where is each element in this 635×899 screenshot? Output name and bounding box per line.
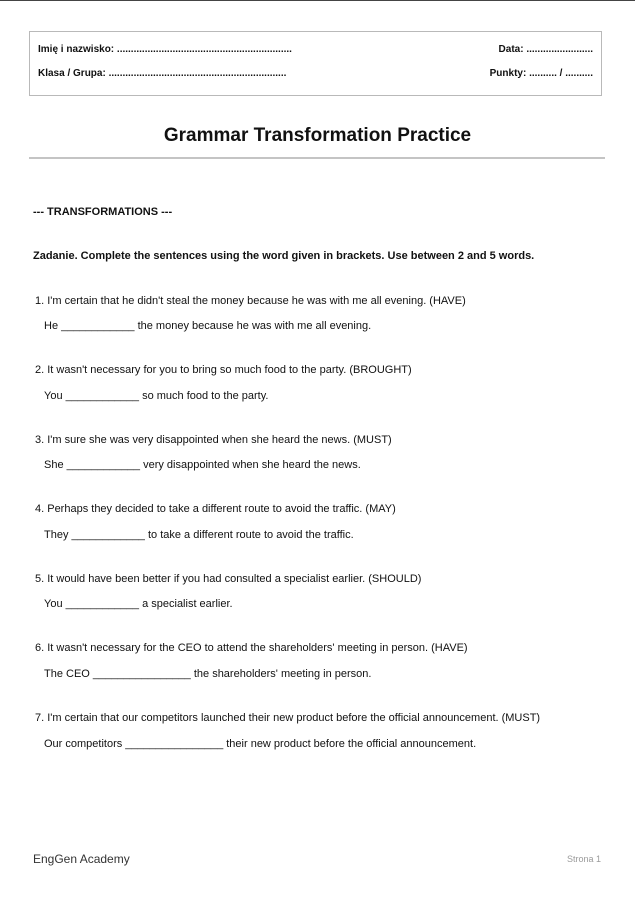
page-number: Strona 1 bbox=[566, 854, 601, 864]
page-title: Grammar Transformation Practice bbox=[163, 125, 472, 146]
top-border bbox=[0, 0, 635, 1]
question-1-prompt: 1. I'm certain that he didn't steal the money because he was with me all evening. (HAVE) bbox=[35, 295, 466, 307]
question-1-answer[interactable]: He ____________ the money because he was with me all evening. bbox=[44, 320, 372, 332]
question-3-prompt: 3. I'm sure she was very disappointed when she heard the news. (MUST) bbox=[35, 434, 392, 446]
question-5-prompt: 5. It would have been better if you had consulted a specialist earlier. (SHOULD) bbox=[35, 573, 422, 585]
question-2-answer[interactable]: You ____________ so much food to the party. bbox=[44, 390, 269, 402]
footer-brand: EngGen Academy bbox=[33, 852, 130, 866]
question-5-answer[interactable]: You ____________ a specialist earlier. bbox=[44, 598, 233, 610]
class-group-field[interactable]: Klasa / Grupa: ................................................................ bbox=[38, 68, 287, 79]
question-6-prompt: 6. It wasn't necessary for the CEO to attend the shareholders' meeting in person. (HAVE) bbox=[35, 642, 468, 654]
title-divider bbox=[29, 157, 605, 159]
question-4-answer[interactable]: They ____________ to take a different route to avoid the traffic. bbox=[44, 529, 354, 541]
question-7-answer[interactable]: Our competitors ________________ their new product before the official announcement. bbox=[44, 738, 477, 750]
question-4-prompt: 4. Perhaps they decided to take a different route to avoid the traffic. (MAY) bbox=[35, 503, 396, 515]
student-info-box bbox=[29, 31, 602, 96]
name-field[interactable]: Imię i nazwisko: ............................................................... bbox=[38, 44, 292, 55]
question-7-prompt: 7. I'm certain that our competitors launched their new product before the official announcement. (MUST) bbox=[35, 712, 541, 724]
task-instruction: Zadanie. Complete the sentences using the word given in brackets. Use between 2 and 5 words. bbox=[33, 250, 535, 262]
question-2-prompt: 2. It wasn't necessary for you to bring so much food to the party. (BROUGHT) bbox=[35, 364, 412, 376]
question-3-answer[interactable]: She ____________ very disappointed when she heard the news. bbox=[44, 459, 361, 471]
question-6-answer[interactable]: The CEO ________________ the shareholders' meeting in person. bbox=[44, 668, 372, 680]
points-field[interactable]: Punkty: .......... / .......... bbox=[489, 68, 593, 79]
date-field[interactable]: Data: ........................ bbox=[498, 44, 593, 55]
section-heading: --- TRANSFORMATIONS --- bbox=[33, 206, 173, 218]
